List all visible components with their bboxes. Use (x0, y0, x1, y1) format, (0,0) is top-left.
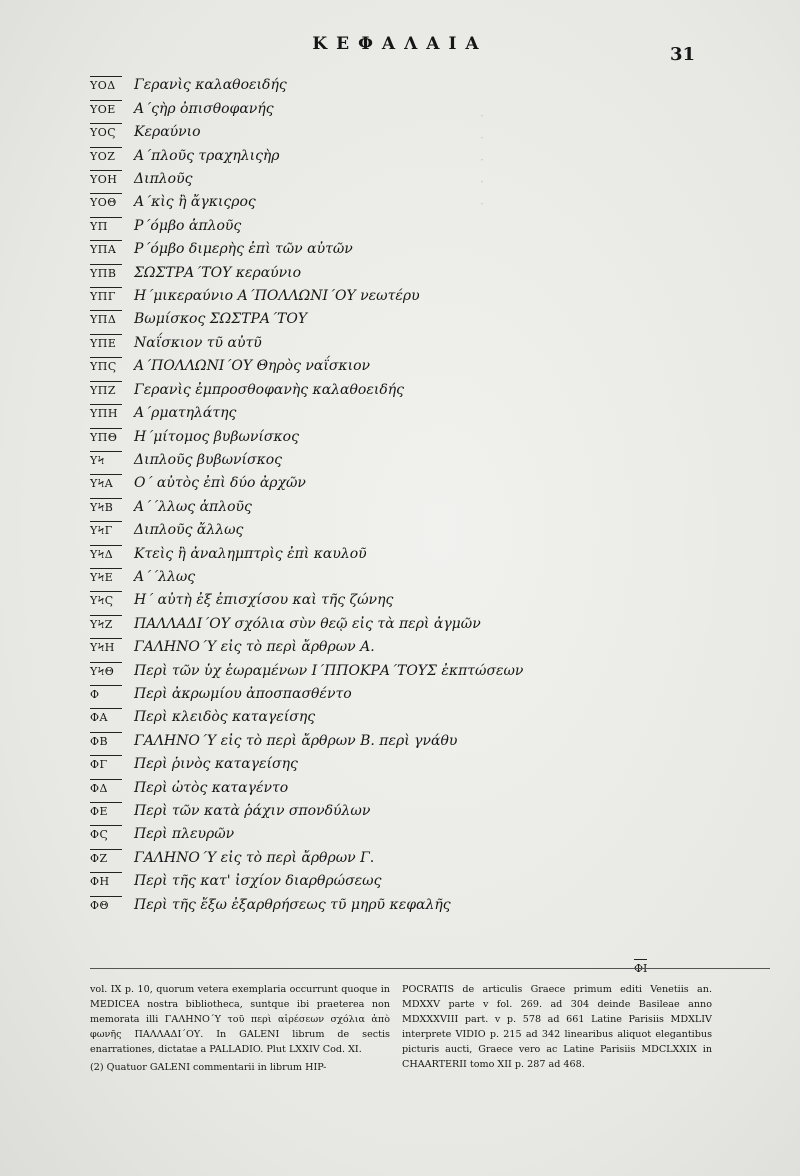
chapter-number: ΥΟΕ (90, 103, 124, 116)
chapter-number: ΥϞΓ (90, 524, 124, 537)
chapter-number: ΥΟΖ (90, 150, 124, 163)
footnote-right-column (402, 982, 712, 1072)
chapter-row (90, 799, 770, 822)
chapter-number: ΦΒ (90, 735, 124, 748)
footnote-left-column (90, 982, 390, 1075)
chapter-row (90, 213, 770, 236)
chapter-number: ΥΠΖ (90, 384, 124, 397)
chapter-number: ΥϞΖ (90, 618, 124, 631)
chapter-row (90, 752, 770, 775)
chapter-title: Περὶ τῶν ὑχ ἑωραμένων Ι΄ΠΠΟΚΡΑ΄ΤΟΥΣ ἐκπτώσεων (134, 662, 524, 679)
chapter-number: ΥΠΕ (90, 337, 124, 350)
chapter-title: Α΄΄λλως (134, 568, 196, 585)
chapter-list (90, 73, 770, 916)
chapter-row (90, 237, 770, 260)
chapter-row (90, 892, 770, 915)
chapter-number: ΥϞϚ (90, 594, 124, 607)
chapter-title: Περὶ ὠτὸς καταγέντο (134, 779, 289, 796)
chapter-title: Α΄ςὴρ ὀπισθοφανής (134, 100, 274, 117)
chapter-number: ΥϞΕ (90, 571, 124, 584)
chapter-title: Η΄μίτομος βυβωνίσκος (134, 428, 299, 445)
chapter-title: Περὶ κλειδὸς καταγείσης (134, 709, 316, 726)
footnote-divider (90, 968, 770, 969)
chapter-number: ΥΠΘ (90, 431, 124, 444)
chapter-title: Η΄μικεραύνιο Α΄ΠΟΛΛΩΝΙ΄ΟΥ νεωτέρυ (134, 288, 420, 305)
chapter-row (90, 541, 770, 564)
catchword: ΦΙ (634, 962, 648, 975)
chapter-number: ΥΟϚ (90, 126, 124, 139)
chapter-title: Περὶ ῥινὸς καταγείσης (134, 756, 298, 773)
chapter-number: ΦΑ (90, 711, 124, 724)
chapter-title: Διπλοῦς (134, 171, 193, 188)
chapter-title: ΓΑΛΗΝΟ΄Υ εἰς τὸ περὶ ἄρθρων Γ. (134, 849, 375, 866)
chapter-title: Διπλοῦς βυβωνίσκος (134, 451, 283, 468)
chapter-title: Περὶ τῆς ἔξω ἐξαρθρήσεως τῦ μηρῦ κεφαλῆς (134, 896, 451, 913)
chapter-row (90, 143, 770, 166)
chapter-title: Α΄ΠΟΛΛΩΝΙ΄ΟΥ Θηρὸς ναΐσκιον (134, 358, 371, 375)
page-title: ΚΕΦΑΛΑΙΑ (312, 34, 488, 54)
chapter-row (90, 869, 770, 892)
chapter-row (90, 190, 770, 213)
chapter-title: Περὶ τῆς κατ' ἰσχίον διαρθρώσεως (134, 873, 382, 890)
chapter-number: ΥΟΔ (90, 79, 124, 92)
chapter-number: ΥϞ (90, 454, 124, 467)
chapter-number: ΦΖ (90, 852, 124, 865)
chapter-row (90, 401, 770, 424)
chapter-title: Η΄ αὐτὴ ἐξ ἐπισχίσου καὶ τῆς ζώνης (134, 592, 394, 609)
footnote-note-2: (2) Quatuor GALENI commentarii in librum HIP- (90, 1062, 327, 1073)
chapter-title: Περὶ πλευρῶν (134, 826, 235, 843)
chapter-title: Κεραύνιο (134, 124, 201, 141)
chapter-title: Α΄ρματηλάτης (134, 405, 237, 422)
chapter-number: ΥϞΑ (90, 477, 124, 490)
chapter-title: Ναΐσκιον τῦ αὐτῦ (134, 334, 262, 351)
chapter-title: ΣΩΣΤΡΑ΄ΤΟΥ κεραύνιο (134, 264, 302, 281)
chapter-number: ΥΠΔ (90, 313, 124, 326)
chapter-number: ΥΠΗ (90, 407, 124, 420)
chapter-number: ΥϞΗ (90, 641, 124, 654)
chapter-row (90, 588, 770, 611)
chapter-title: Ρ΄όμβο ἁπλοῦς (134, 217, 242, 234)
chapter-title: Διπλοῦς ἄλλως (134, 522, 244, 539)
chapter-number: ΥΠ (90, 220, 124, 233)
chapter-row (90, 471, 770, 494)
chapter-row (90, 775, 770, 798)
chapter-row (90, 377, 770, 400)
chapter-title: Γερανὶς ἐμπροσθοφανὴς καλαθοειδής (134, 381, 405, 398)
chapter-title: Α΄κὶς ἢ ἄγκιςρος (134, 194, 256, 211)
footnote-text-right: POCRATIS de articulis Graece primum editi Venetiis an. MDXXV parte v fol. 269. ad 304 deinde Basileae anno MDXXXVIII part. v p. 578 ad 661 Latine Parisiis MDXLIV interprete VIDIO p. 215 ad 342 linearibus aliquot elegantibus picturis aucti, Graece vero ac Latine Parisiis MDCLXXIX in CHAARTERII tomo XII p. 287 ad 468. (402, 984, 712, 1070)
chapter-number: ΦϚ (90, 828, 124, 841)
chapter-title: ΓΑΛΗΝΟ΄Υ εἰς τὸ περὶ ἄρθρων Β. περὶ γνάθυ (134, 732, 458, 749)
chapter-row (90, 635, 770, 658)
chapter-row (90, 845, 770, 868)
page-number: 31 (670, 44, 696, 65)
chapter-row (90, 73, 770, 96)
chapter-number: ΥΟΘ (90, 196, 124, 209)
chapter-number: Φ (90, 688, 124, 701)
chapter-row (90, 167, 770, 190)
chapter-title: Α΄΄λλως ἁπλοῦς (134, 498, 252, 515)
chapter-number: ΦΗ (90, 875, 124, 888)
chapter-row (90, 260, 770, 283)
chapter-number: ΥϞΘ (90, 665, 124, 678)
bleed-through-text: · · · · · (480, 109, 484, 211)
chapter-row (90, 658, 770, 681)
chapter-row (90, 96, 770, 119)
chapter-title: Ρ΄όμβο διμερὴς ἐπὶ τῶν αὐτῶν (134, 241, 353, 258)
chapter-number: ΦΘ (90, 899, 124, 912)
chapter-row (90, 611, 770, 634)
chapter-number: ΥΠΑ (90, 243, 124, 256)
chapter-title: Α΄πλοῦς τραχηλιςὴρ (134, 147, 280, 164)
chapter-row (90, 494, 770, 517)
chapter-title: Περὶ τῶν κατὰ ῥάχιν σπονδύλων (134, 803, 371, 819)
chapter-number: ΦΓ (90, 758, 124, 771)
chapter-row (90, 518, 770, 541)
chapter-title: ΠΑΛΛΑΔΙ΄ΟΥ σχόλια σὺν θεῷ εἰς τὰ περὶ ἀγμῶν (134, 615, 481, 632)
chapter-number: ΥΠϚ (90, 360, 124, 373)
chapter-title: Βωμίσκος ΣΩΣΤΡΑ΄ΤΟΥ (134, 311, 308, 328)
chapter-row (90, 307, 770, 330)
chapter-row (90, 448, 770, 471)
chapter-title: Γερανὶς καλαθοειδής (134, 77, 287, 94)
chapter-row (90, 728, 770, 751)
chapter-title: ΓΑΛΗΝΟ΄Υ εἰς τὸ περὶ ἄρθρων Α. (134, 639, 375, 656)
chapter-number: ΦΔ (90, 782, 124, 795)
chapter-number: ΥΠΓ (90, 290, 124, 303)
chapter-title: Ο΄ αὐτὸς ἐπὶ δύο ἀρχῶν (134, 475, 306, 492)
chapter-number: ΥΠΒ (90, 267, 124, 280)
chapter-row (90, 705, 770, 728)
chapter-title: Κτεὶς ἢ ἀναλημπτρὶς ἐπὶ καυλοῦ (134, 545, 367, 562)
chapter-row (90, 330, 770, 353)
chapter-number: ΦΕ (90, 805, 124, 818)
chapter-row (90, 822, 770, 845)
footnote-text-left: vol. IX p. 10, quorum vetera exemplaria occurrunt quoque in MEDICEA nostra bibliotheca, suntque ibi praeterea non memorata illi ΓΑΛΗΝΟ΄Υ τοῦ περὶ αἱρέσεων σχόλια ἀπὸ φωνῆς ΠΑΛΛΑΔΙ΄ΟΥ. In GALENI librum de sectis enarrationes, dictatae a PALLADIO. Plut LXXIV Cod. XI. (90, 984, 390, 1055)
chapter-row (90, 120, 770, 143)
chapter-row (90, 284, 770, 307)
chapter-row (90, 682, 770, 705)
chapter-row (90, 354, 770, 377)
chapter-number: ΥΟΗ (90, 173, 124, 186)
chapter-row (90, 565, 770, 588)
chapter-row (90, 424, 770, 447)
chapter-number: ΥϞΔ (90, 548, 124, 561)
chapter-title: Περὶ ἀκρωμίου ἀποσπασθέντο (134, 685, 352, 702)
chapter-number: ΥϞΒ (90, 501, 124, 514)
